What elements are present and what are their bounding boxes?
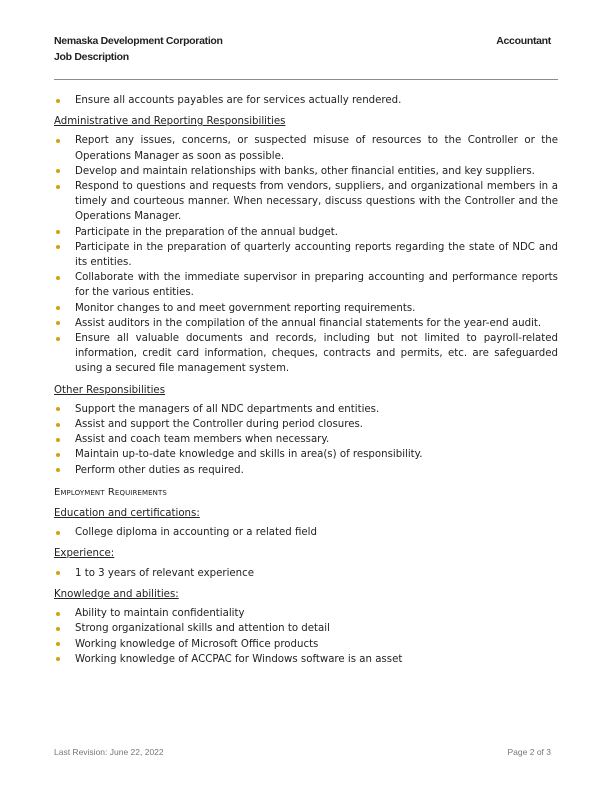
list-item: Assist and coach team members when necessary.: [54, 432, 558, 447]
list-item: Perform other duties as required.: [54, 463, 558, 478]
list-item: Working knowledge of Microsoft Office products: [54, 637, 558, 652]
list-item: Respond to questions and requests from vendors, suppliers, and organizational members in a timely and courteous manner. When necessary, discuss questions with the Controller and the Operations Manager.: [54, 179, 558, 225]
list-item: Strong organizational skills and attention to detail: [54, 621, 558, 636]
list-item: Working knowledge of ACCPAC for Windows software is an asset: [54, 652, 558, 667]
knowledge-list: [54, 606, 558, 667]
list-item: Develop and maintain relationships with banks, other financial entities, and key suppliers.: [54, 164, 558, 179]
list-item: College diploma in accounting or a related field: [54, 525, 558, 540]
intro-list: [54, 93, 558, 108]
experience-heading: Experience:: [54, 548, 115, 560]
list-item: Assist and support the Controller during period closures.: [54, 417, 558, 432]
list-item: Participate in the preparation of quarterly accounting reports regarding the state of NDC and its entities.: [54, 240, 558, 270]
list-item: Assist auditors in the compilation of the annual financial statements for the year-end audit.: [54, 316, 558, 331]
revision-date: Last Revision: June 22, 2022: [54, 747, 164, 757]
list-item: 1 to 3 years of relevant experience: [54, 566, 558, 581]
position-title: Accountant: [496, 35, 551, 47]
company-name: Nemaska Development Corporation: [54, 35, 223, 47]
list-item: Support the managers of all NDC departments and entities.: [54, 402, 558, 417]
header-left: [54, 33, 223, 65]
knowledge-heading: Knowledge and abilities:: [54, 588, 179, 600]
list-item: Ensure all accounts payables are for services actually rendered.: [54, 93, 558, 108]
list-item: Participate in the preparation of the annual budget.: [54, 225, 558, 240]
list-item: Ability to maintain confidentiality: [54, 606, 558, 621]
list-item: Collaborate with the immediate supervisor in preparing accounting and performance reports for the various entities.: [54, 270, 558, 300]
experience-list: [54, 566, 558, 581]
admin-list: [54, 133, 558, 376]
admin-heading: Administrative and Reporting Responsibilities: [54, 116, 286, 128]
list-item: Maintain up-to-date knowledge and skills in area(s) of responsibility.: [54, 447, 558, 462]
education-heading: Education and certifications:: [54, 508, 200, 520]
list-item: Ensure all valuable documents and records, including but not limited to payroll-related information, credit card information, cheques, contracts and permits, etc. are safeguarded using a secured file management system.: [54, 331, 558, 377]
employment-heading: Employment Requirements: [54, 486, 167, 498]
list-item: Monitor changes to and meet government reporting requirements.: [54, 301, 558, 316]
document-body: [54, 93, 558, 667]
header-divider: [54, 79, 558, 80]
document-subtitle: Job Description: [54, 51, 129, 63]
list-item: Report any issues, concerns, or suspected misuse of resources to the Controller or the Operations Manager as soon as possible.: [54, 133, 558, 163]
page-number: Page 2 of 3: [507, 747, 551, 757]
education-list: [54, 525, 558, 540]
other-list: [54, 402, 558, 478]
other-heading: Other Responsibilities: [54, 384, 166, 396]
